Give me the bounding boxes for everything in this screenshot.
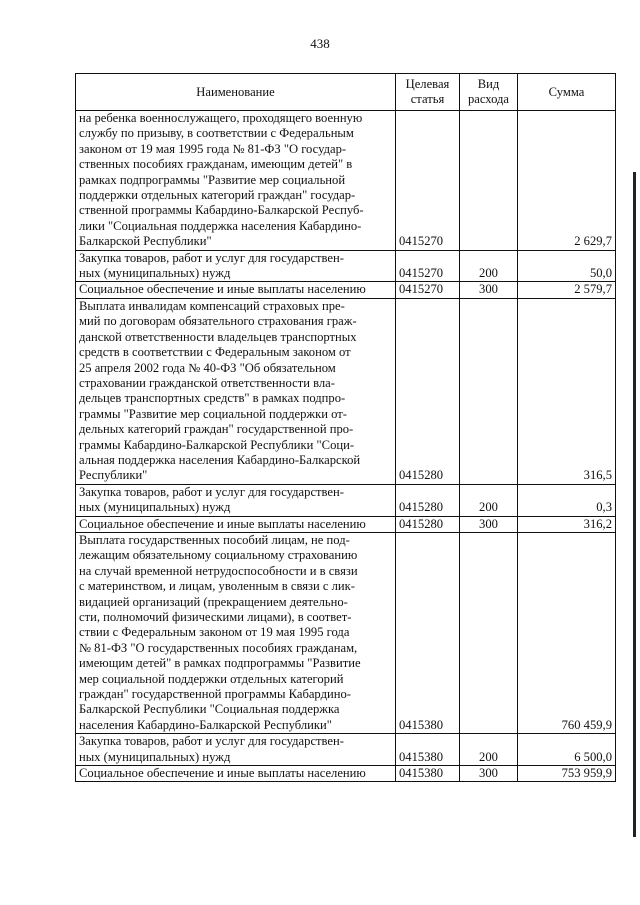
row-name-line: Закупка товаров, работ и услуг для государствен- bbox=[79, 250, 344, 265]
table-row bbox=[76, 532, 616, 733]
row-name-line: Балкарской Республики" bbox=[79, 234, 212, 249]
row-sum: 316,2 bbox=[518, 516, 616, 532]
row-name-line: Социальное обеспечение и иные выплаты населению bbox=[79, 282, 366, 297]
table-row bbox=[76, 111, 616, 251]
row-name-line: страховании гражданской ответственности вла- bbox=[79, 375, 335, 390]
row-sum: 0,3 bbox=[518, 484, 616, 516]
table-row bbox=[76, 484, 616, 516]
row-target-article: 0415380 bbox=[396, 734, 460, 766]
row-expense-type: 200 bbox=[460, 734, 518, 766]
table-header-row bbox=[76, 74, 616, 111]
row-target-article: 0415270 bbox=[396, 282, 460, 298]
row-name-line: мер социальной поддержки отдельных категорий bbox=[79, 671, 344, 686]
row-name-line: дельцев транспортных средств" в рамках подпро- bbox=[79, 391, 346, 406]
row-expense-type bbox=[460, 111, 518, 251]
row-target-article: 0415380 bbox=[396, 766, 460, 782]
row-expense-type bbox=[460, 298, 518, 484]
row-name-line: граммы Кабардино-Балкарской Республики "Соци- bbox=[79, 437, 355, 452]
row-name-line: данской ответственности владельцев транспортных bbox=[79, 329, 357, 344]
row-name-line: ных (муниципальных) нужд bbox=[79, 500, 231, 515]
row-expense-type: 300 bbox=[460, 766, 518, 782]
row-target-article: 0415270 bbox=[396, 111, 460, 251]
table-row bbox=[76, 250, 616, 282]
row-name bbox=[76, 532, 396, 733]
table-body bbox=[76, 111, 616, 782]
row-name-line: видацией организаций (прекращением деятельно- bbox=[79, 594, 348, 609]
row-sum: 753 959,9 bbox=[518, 766, 616, 782]
row-sum: 760 459,9 bbox=[518, 532, 616, 733]
row-name-line: на случай временной нетрудоспособности и в связи bbox=[79, 563, 358, 578]
row-name-line: 25 апреля 2002 года № 40-ФЗ "Об обязательном bbox=[79, 360, 336, 375]
row-name-line: на ребенка военнослужащего, проходящего военную bbox=[79, 111, 363, 125]
row-expense-type: 300 bbox=[460, 516, 518, 532]
header-name: Наименование bbox=[76, 74, 396, 111]
row-name-line: альная поддержка населения Кабардино-Балкарской bbox=[79, 452, 361, 467]
budget-table bbox=[75, 73, 616, 782]
row-expense-type: 300 bbox=[460, 282, 518, 298]
row-name-line: с материнством, и лицам, уволенным в связи с лик- bbox=[79, 579, 355, 594]
row-name-line: ствии с Федеральным законом от 19 мая 1995 года bbox=[79, 625, 350, 640]
row-name-line: законом от 19 мая 1995 года № 81-ФЗ "О государ- bbox=[79, 141, 347, 156]
row-name bbox=[76, 282, 396, 298]
row-name-line: Социальное обеспечение и иные выплаты населению bbox=[79, 516, 366, 531]
header-expense-type: Вид расхода bbox=[460, 74, 518, 111]
row-target-article: 0415380 bbox=[396, 532, 460, 733]
page-number: 438 bbox=[310, 36, 330, 51]
row-name-line: граммы "Развитие мер социальной поддержки от- bbox=[79, 406, 347, 421]
table-row bbox=[76, 734, 616, 766]
row-name bbox=[76, 250, 396, 282]
row-name-line: Выплата государственных пособий лицам, не под- bbox=[79, 532, 350, 547]
row-name-line: службу по призыву, в соответствии с Федеральным bbox=[79, 126, 354, 141]
row-name-line: Социальное обеспечение и иные выплаты населению bbox=[79, 766, 366, 781]
row-name-line: поддержки отдельных категорий граждан" государ- bbox=[79, 188, 356, 203]
row-name-line: ственных пособиях гражданам, имеющим детей" в bbox=[79, 157, 353, 172]
row-name-line: ных (муниципальных) нужд bbox=[79, 749, 231, 764]
row-target-article: 0415270 bbox=[396, 250, 460, 282]
table-row bbox=[76, 298, 616, 484]
row-expense-type: 200 bbox=[460, 484, 518, 516]
row-target-article: 0415280 bbox=[396, 298, 460, 484]
row-name-line: Закупка товаров, работ и услуг для государствен- bbox=[79, 484, 344, 499]
row-target-article: 0415280 bbox=[396, 484, 460, 516]
row-name bbox=[76, 516, 396, 532]
row-sum: 50,0 bbox=[518, 250, 616, 282]
row-name bbox=[76, 734, 396, 766]
row-name-line: сти, полномочий физическими лицами), в соответ- bbox=[79, 610, 352, 624]
row-name-line: ственной программы Кабардино-Балкарской Респуб- bbox=[79, 203, 364, 218]
row-name-line: имеющим детей" в рамках подпрограммы "Развитие bbox=[79, 656, 361, 671]
row-name-line: Выплата инвалидам компенсаций страховых пре- bbox=[79, 298, 345, 313]
row-name bbox=[76, 298, 396, 484]
row-expense-type bbox=[460, 532, 518, 733]
row-name-line: Республики" bbox=[79, 468, 148, 483]
row-name-line: № 81-ФЗ "О государственных пособиях гражданам, bbox=[79, 640, 358, 655]
scan-edge-mark bbox=[633, 172, 636, 837]
table-row bbox=[76, 282, 616, 298]
row-expense-type: 200 bbox=[460, 250, 518, 282]
row-name bbox=[76, 484, 396, 516]
row-name-line: дельных категорий граждан" государственной про- bbox=[79, 422, 354, 437]
row-name bbox=[76, 766, 396, 782]
row-sum: 2 579,7 bbox=[518, 282, 616, 298]
row-name-line: рамках подпрограммы "Развитие мер социальной bbox=[79, 172, 346, 187]
table-row bbox=[76, 766, 616, 782]
row-name-line: населения Кабардино-Балкарской Республики" bbox=[79, 717, 332, 732]
row-name-line: мий по договорам обязательного страхования граж- bbox=[79, 314, 357, 329]
header-target-article: Целевая статья bbox=[396, 74, 460, 111]
row-name-line: ных (муниципальных) нужд bbox=[79, 266, 231, 281]
table-row bbox=[76, 516, 616, 532]
row-sum: 316,5 bbox=[518, 298, 616, 484]
row-name-line: лики "Социальная поддержка населения Кабардино- bbox=[79, 218, 362, 233]
row-name-line: Закупка товаров, работ и услуг для государствен- bbox=[79, 734, 344, 749]
row-sum: 6 500,0 bbox=[518, 734, 616, 766]
row-name bbox=[76, 111, 396, 251]
row-name-line: лежащим обязательному социальному страхованию bbox=[79, 548, 358, 563]
row-name-line: Балкарской Республики "Социальная поддержка bbox=[79, 702, 340, 717]
row-sum: 2 629,7 bbox=[518, 111, 616, 251]
row-name-line: граждан" государственной программы Кабардино- bbox=[79, 687, 351, 702]
header-sum: Сумма bbox=[518, 74, 616, 111]
row-target-article: 0415280 bbox=[396, 516, 460, 532]
row-name-line: средств в соответствии с Федеральным законом от bbox=[79, 345, 351, 360]
